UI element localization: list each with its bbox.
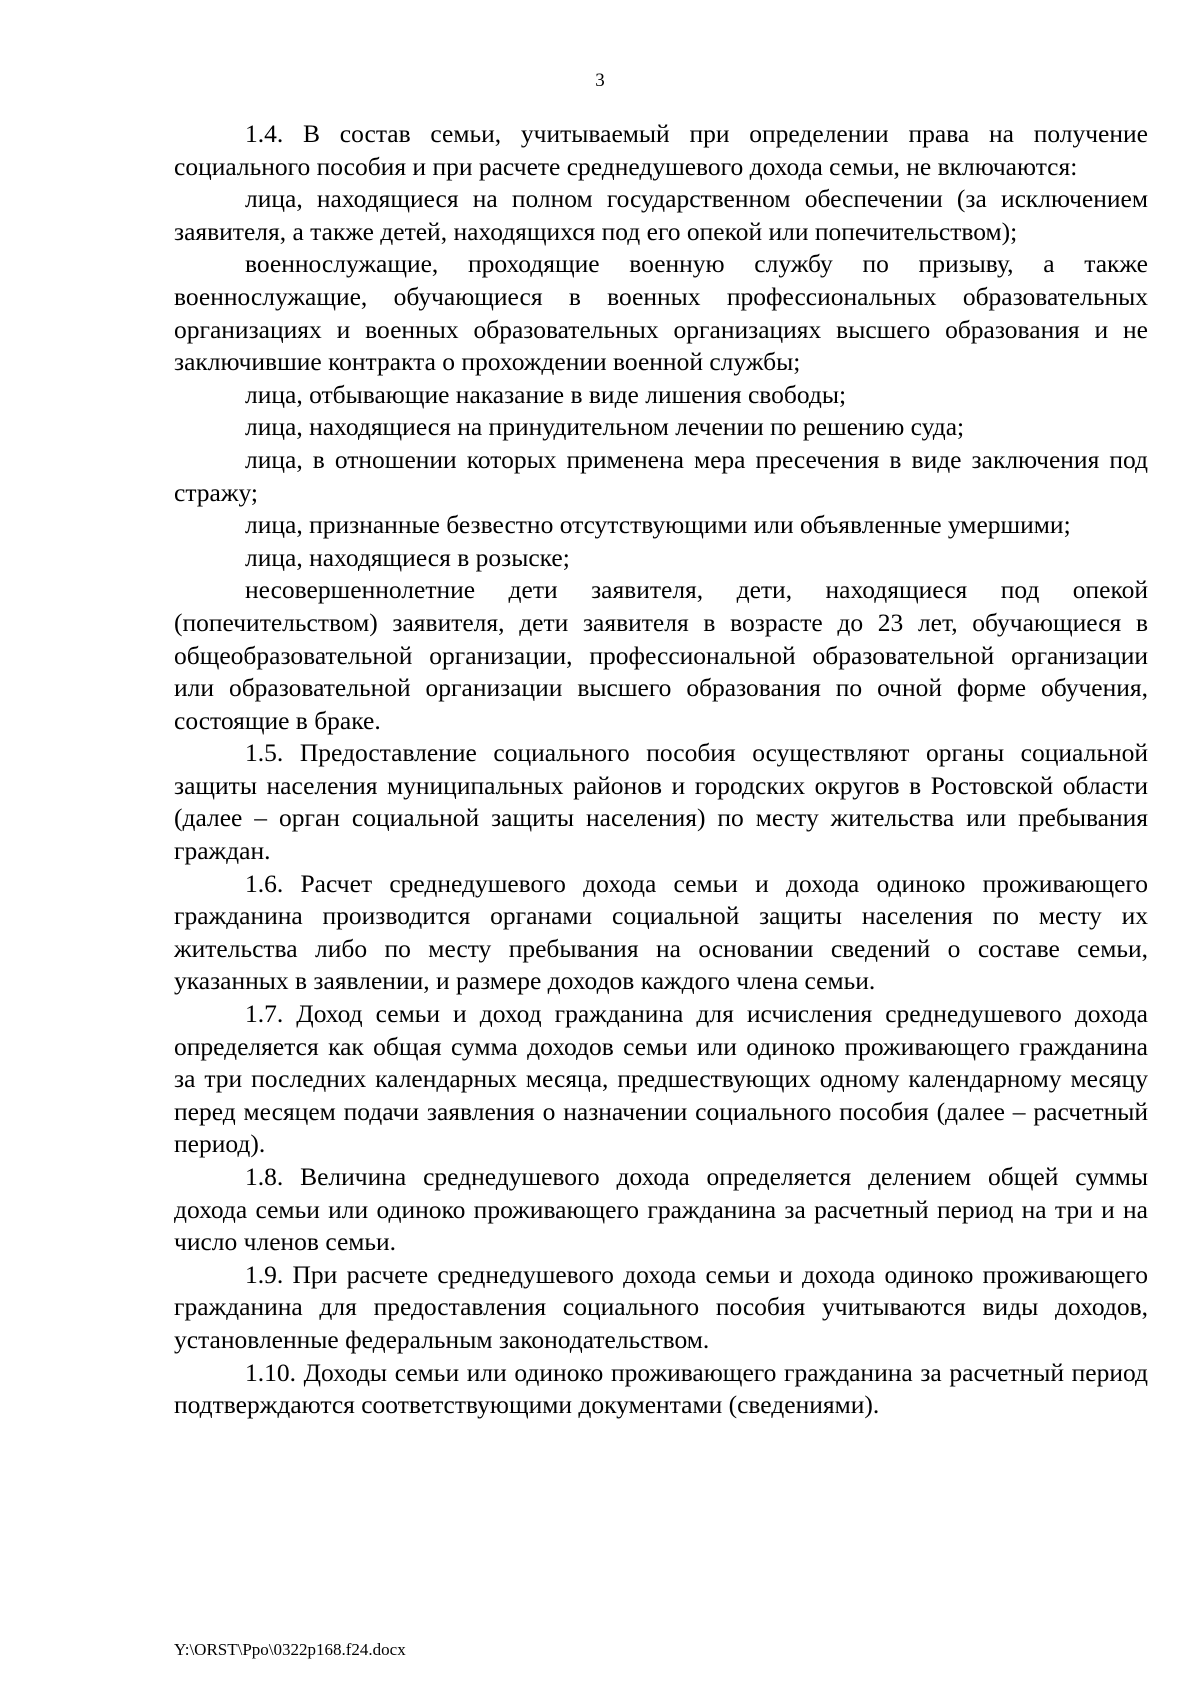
- paragraph-1-4: 1.4. В состав семьи, учитываемый при определении права на получение социального пособия и при расчете среднедушевого дохода семьи, не включаются:: [174, 119, 1148, 181]
- paragraph-1-6: 1.6. Расчет среднедушевого дохода семьи и дохода одиноко проживающего гражданина производится органами социальной защиты населения по месту их жительства либо по месту пребывания на основании сведений о составе семьи, указанных в заявлении, и размере доходов каждого члена семьи.: [174, 868, 1148, 996]
- paragraph-1-9: 1.9. При расчете среднедушевого дохода семьи и дохода одиноко проживающего гражданина для предоставления социального пособия учитываются виды доходов, установленные федеральным законодательством.: [174, 1259, 1148, 1354]
- paragraph-item: лица, находящиеся на принудительном лечении по решению суда;: [245, 412, 965, 442]
- paragraph-item: лица, отбывающие наказание в виде лишения свободы;: [245, 379, 847, 409]
- paragraph-item: военнослужащие, проходящие военную службу по призыву, а также военнослужащие, обучающиеся в военных профессиональных образовательных организациях и военных образовательных организациях высшего образования и не заключившие контракта о прохождении военной службы;: [174, 249, 1148, 377]
- paragraph-1-8: 1.8. Величина среднедушевого дохода определяется делением общей суммы дохода семьи или одиноко проживающего гражданина за расчетный период на три и на число членов семьи.: [174, 1162, 1148, 1257]
- paragraph-item: несовершеннолетние дети заявителя, дети, находящиеся под опекой (попечительством) заявителя, дети заявителя в возрасте до 23 лет, обучающиеся в общеобразовательной организации, профессиональной образовательной организации или образовательной организации высшего образования по очной форме обучения, состоящие в браке.: [174, 575, 1148, 735]
- paragraph-item: лица, находящиеся на полном государственном обеспечении (за исключением заявителя, а также детей, находящихся под его опекой или попечительством);: [174, 184, 1148, 246]
- paragraph-item: лица, в отношении которых применена мера пресечения в виде заключения под стражу;: [174, 444, 1148, 507]
- paragraph-item: лица, находящиеся в розыске;: [245, 542, 570, 572]
- paragraph-1-10: 1.10. Доходы семьи или одиноко проживающего гражданина за расчетный период подтверждаются соответствующими документами (сведениями).: [174, 1357, 1148, 1420]
- paragraph-1-5: 1.5. Предоставление социального пособия осуществляют органы социальной защиты населения муниципальных районов и городских округов в Ростовской области (далее – орган социальной защиты населения) по месту жительства или пребывания граждан.: [174, 738, 1148, 866]
- page-number: 3: [595, 70, 605, 91]
- paragraph-1-7: 1.7. Доход семьи и доход гражданина для исчисления среднедушевого дохода определяется как общая сумма доходов семьи или одиноко проживающего гражданина за три последних календарных месяца, предшествующих одному календарному месяцу перед месяцем подачи заявления о назначении социального пособия (далее – расчетный период).: [174, 999, 1148, 1159]
- document-body: [174, 118, 1148, 1422]
- paragraph-item: лица, признанные безвестно отсутствующими или объявленные умершими;: [245, 510, 1071, 540]
- footer-file-path: Y:\ORST\Ppo\0322p168.f24.docx: [174, 1640, 406, 1659]
